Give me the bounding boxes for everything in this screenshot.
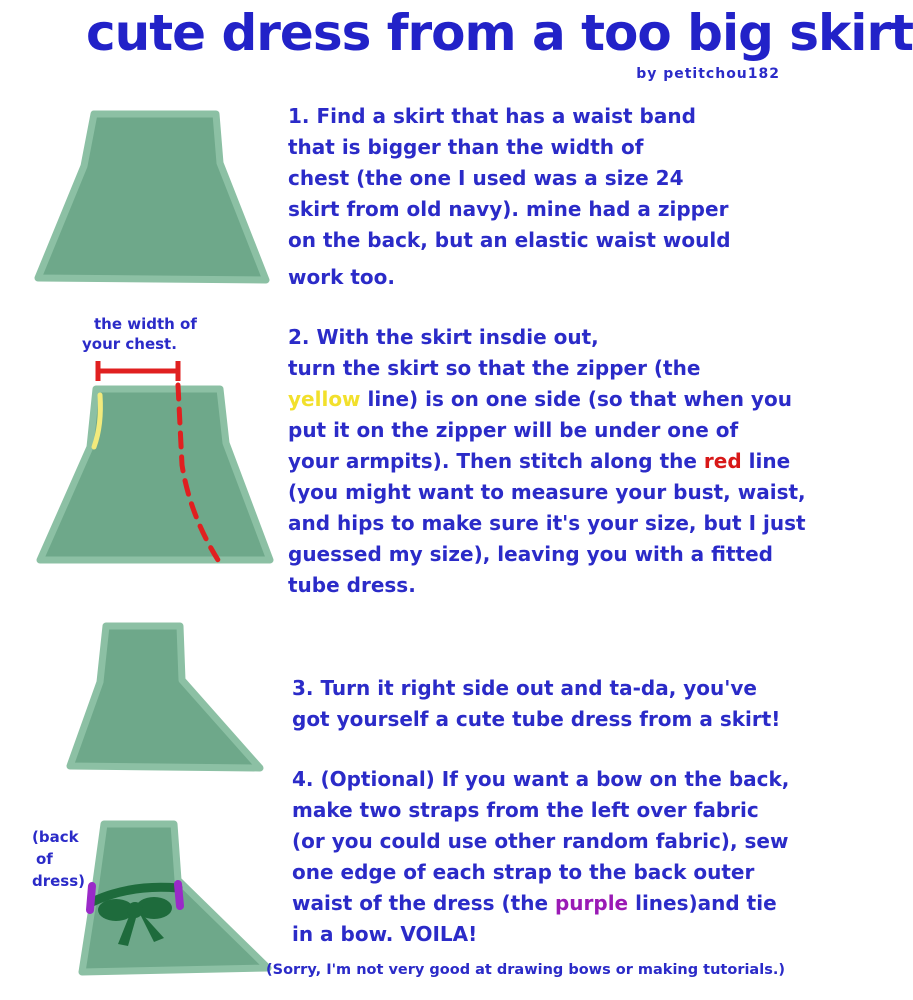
red-word: red — [703, 449, 742, 473]
step-1-line: chest (the one I used was a size 24 — [288, 166, 684, 190]
step-4 — [292, 764, 789, 950]
strap-mark-right — [178, 884, 180, 906]
back-of-dress-note-line: (back — [32, 828, 79, 846]
step-2-line: guessed my size), leaving you with a fitted — [288, 542, 773, 566]
step-1-line: that is bigger than the width of — [288, 135, 644, 159]
step-4-line: make two straps from the left over fabric — [292, 798, 759, 822]
author-byline: by petitchou182 — [636, 66, 780, 82]
back-of-dress-note-line: of — [36, 850, 53, 868]
footer-note: (Sorry, I'm not very good at drawing bows or making tutorials.) — [266, 962, 785, 978]
chest-width-note — [82, 314, 197, 354]
page-title: cute dress from a too big skirt — [86, 4, 913, 62]
step-2-line: (you might want to measure your bust, waist, — [288, 480, 806, 504]
step-2-text: your armpits). Then stitch along the — [288, 449, 704, 473]
step-2-line: turn the skirt so that the zipper (the — [288, 356, 701, 380]
tube-dress-illustration — [60, 618, 280, 778]
purple-word: purple — [554, 891, 629, 915]
step-4-line: (or you could use other random fabric), sew — [292, 829, 789, 853]
step-1-line: skirt from old navy). mine had a zipper — [288, 197, 729, 221]
step-1 — [288, 101, 731, 293]
inside-out-skirt-illustration — [30, 355, 280, 570]
step-4-line — [292, 888, 789, 919]
step-2-line: 2. With the skirt insdie out, — [288, 325, 599, 349]
skirt-shape — [40, 389, 270, 560]
step-4-line: 4. (Optional) If you want a bow on the back, — [292, 767, 790, 791]
step-4-text: waist of the dress (the — [292, 891, 555, 915]
step-2-text: line — [741, 449, 791, 473]
step-1-line: on the back, but an elastic waist would — [288, 228, 731, 252]
chest-width-note-line: your chest. — [82, 335, 177, 353]
step-3-line: got yourself a cute tube dress from a skirt! — [292, 707, 781, 731]
strap-mark-left — [90, 886, 92, 910]
dress-back-illustration — [70, 818, 280, 980]
chest-width-measure — [98, 361, 178, 381]
step-2-line: tube dress. — [288, 573, 416, 597]
back-of-dress-note-line: dress) — [32, 872, 86, 890]
yellow-word: yellow — [288, 387, 361, 411]
step-2 — [288, 322, 806, 601]
step-2-line: put it on the zipper will be under one of — [288, 418, 739, 442]
step-3-line: 3. Turn it right side out and ta-da, you've — [292, 676, 757, 700]
dress-shape — [70, 626, 260, 768]
skirt-shape — [38, 114, 266, 280]
step-2-line — [288, 384, 806, 415]
step-2-text: line) is on one side (so that when you — [360, 387, 792, 411]
step-2-line — [288, 446, 806, 477]
step-1-line: work too. — [288, 265, 395, 289]
skirt-illustration — [30, 108, 275, 288]
step-2-line: and hips to make sure it's your size, but I just — [288, 511, 806, 535]
step-3 — [292, 673, 780, 735]
step-4-line: in a bow. VOILA! — [292, 922, 478, 946]
step-1-line: 1. Find a skirt that has a waist band — [288, 104, 696, 128]
chest-width-note-line: the width of — [94, 315, 197, 333]
step-4-line: one edge of each strap to the back outer — [292, 860, 755, 884]
step-4-text: lines)and tie — [628, 891, 777, 915]
